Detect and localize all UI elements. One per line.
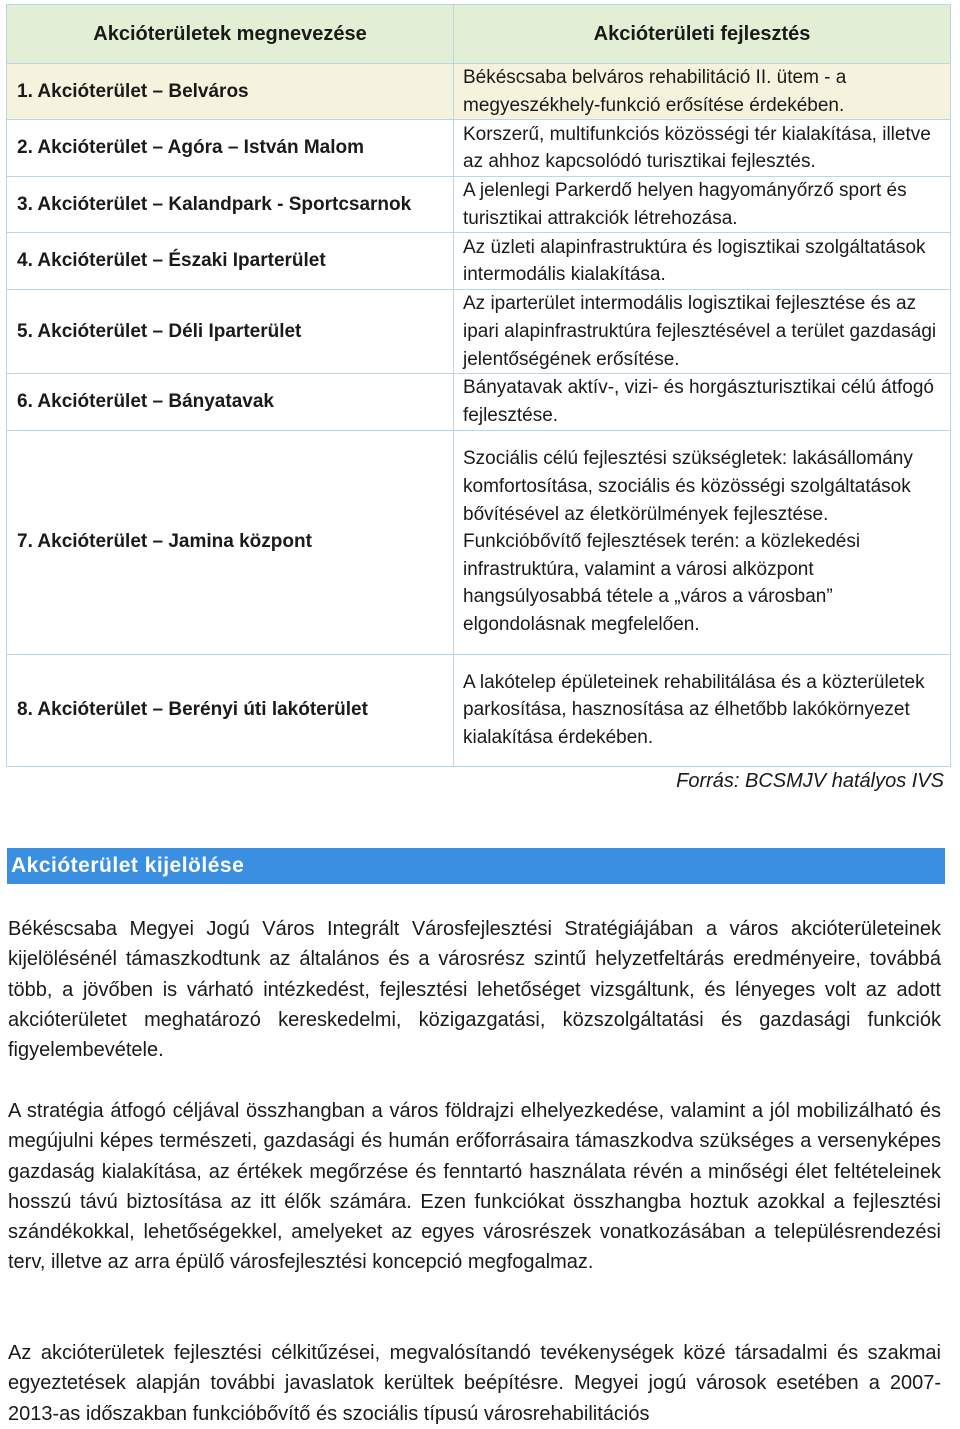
body-paragraph: A stratégia átfogó céljával összhangban a város földrajzi elhelyezkedése, valamint a jól mobilizálható és megújulni képes természeti, gazdasági és humán erőforrásaira támaszkodva szükséges a versenyképes gazdaság kialakítása, az értékek megőrzése és fenntartó használata révén a minőségi élet feltételeinek hosszú távú biztosítása az itt élők számára. Ezen funkciókat összhangba hoztuk azokkal a fejlesztési szándékokkal, lehetőségekkel, amelyeket az egyes városrészek vonatkozásában a településrendezési terv, illetve az arra épülő városfejlesztési koncepció megfogalmaz. [8,1100,941,1274]
action-area-name: 3. Akcióterület – Kalandpark - Sportcsarnok [7,177,454,233]
table-row [7,654,951,766]
action-area-name: 7. Akcióterület – Jamina központ [7,430,454,654]
action-area-name: 6. Akcióterület – Bányatavak [7,374,454,430]
action-area-name: 5. Akcióterület – Déli Iparterület [7,290,454,374]
section-heading-bar: Akcióterület kijelölése [7,848,945,884]
table-row [7,233,951,290]
action-area-name: 1. Akcióterület – Belváros [7,64,454,120]
action-areas-table [6,4,951,767]
action-area-description: Szociális célú fejlesztési szükségletek: lakásállomány komfortosítása, szociális és közösségi szolgáltatások bővítésével az életkörülmények fejlesztése. Funkcióbővítő fejlesztések terén: a közlekedési infrastruktúra, valamint a városi alközpont hangsúlyosabbá tétele a „város a városban” elgondolásnak megfelelően. [454,430,951,654]
table-row [7,64,951,120]
action-area-description: Bányatavak aktív-, vizi- és horgászturisztikai célú átfogó fejlesztése. [454,374,951,430]
action-area-description: Korszerű, multifunkciós közösségi tér kialakítása, illetve az ahhoz kapcsolódó turisztikai fejlesztés. [454,120,951,177]
column-header-names: Akcióterületek megnevezése [7,5,454,64]
body-paragraph: Békéscsaba Megyei Jogú Város Integrált Városfejlesztési Stratégiájában a város akcióterületeinek kijelölésénél támaszkodtunk az általános és a városrész szintű helyzetfeltárás eredményeire, továbbá több, a jövőben is várható intézkedést, fejlesztési lehetőséget vizsgáltunk, és lényeges volt az adott akcióterületet meghatározó kereskedelmi, közigazgatási, közszolgáltatási és gazdasági funkciók figyelembevétele. [8,918,941,1062]
action-area-description: Békéscsaba belváros rehabilitáció II. ütem - a megyeszékhely-funkció erősítése érdekében. [454,64,951,120]
table-row [7,374,951,430]
action-area-name: 2. Akcióterület – Agóra – István Malom [7,120,454,177]
table-row [7,430,951,654]
source-caption: Forrás: BCSMJV hatályos IVS [676,770,944,792]
column-header-development: Akcióterületi fejlesztés [454,5,951,64]
body-paragraph: Az akcióterületek fejlesztési célkitűzései, megvalósítandó tevékenységek közé társadalmi és szakmai egyeztetések alapján további javaslatok kerültek beépítésre. Megyei jogú városok esetében a 2007-2013-as időszakban funkcióbővítő és szociális típusú városrehabilitációs [8,1342,941,1425]
action-area-description: A jelenlegi Parkerdő helyen hagyományőrző sport és turisztikai attrakciók létrehozása. [454,177,951,233]
table-row [7,120,951,177]
table-row [7,290,951,374]
action-area-description: Az üzleti alapinfrastruktúra és logisztikai szolgáltatások intermodális kialakítása. [454,233,951,290]
table-row [7,177,951,233]
action-areas-table-wrapper [6,4,950,767]
action-area-name: 8. Akcióterület – Berényi úti lakóterület [7,654,454,766]
action-area-description: A lakótelep épületeinek rehabilitálása és a közterületek parkosítása, hasznosítása az élhetőbb lakókörnyezet kialakítása érdekében. [454,654,951,766]
action-area-description: Az iparterület intermodális logisztikai fejlesztése és az ipari alapinfrastruktúra fejlesztésével a terület gazdasági jelentőségének erősítése. [454,290,951,374]
table-header-row [7,5,951,64]
action-area-name: 4. Akcióterület – Északi Iparterület [7,233,454,290]
